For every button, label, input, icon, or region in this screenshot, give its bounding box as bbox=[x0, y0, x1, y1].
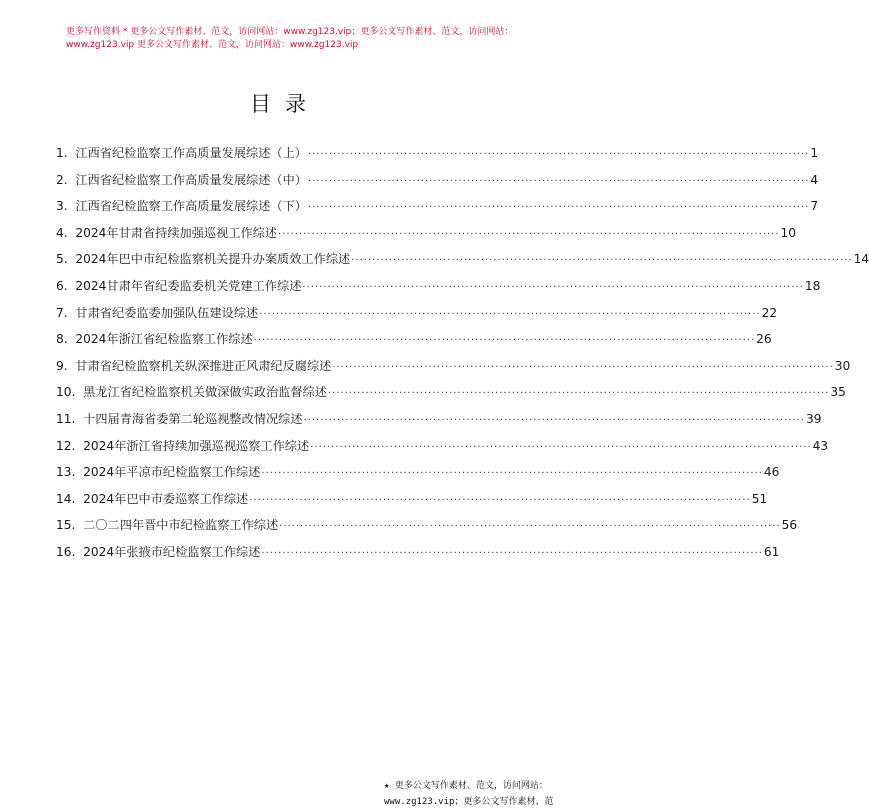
toc-entry-page-number: 30 bbox=[834, 358, 851, 373]
toc-entry-gap bbox=[75, 492, 83, 506]
toc-entry-number: 13. bbox=[56, 465, 76, 480]
toc-entry-gap bbox=[68, 306, 76, 320]
toc-entry-gap bbox=[68, 332, 76, 346]
footer-watermark bbox=[384, 778, 574, 810]
toc-entry-title: 十四届青海省委第二轮巡视整改情况综述 bbox=[83, 411, 303, 426]
toc-leader-dots: ························································································································ bbox=[249, 494, 751, 506]
toc-entry-number: 12. bbox=[56, 438, 76, 453]
toc-entry[interactable] bbox=[56, 197, 819, 224]
toc-entry-gap bbox=[75, 545, 83, 559]
toc-leader-dots: ························································································································ bbox=[327, 388, 830, 400]
toc-entry-number: 3. bbox=[56, 199, 68, 214]
toc-entry-gap bbox=[75, 518, 83, 532]
toc-entry-page-number: 51 bbox=[751, 491, 768, 506]
toc-entry-gap bbox=[68, 252, 76, 266]
toc-leader-dots: ························································································································ bbox=[261, 547, 763, 559]
toc-entry[interactable] bbox=[56, 463, 780, 490]
toc-entry-gap bbox=[75, 465, 83, 479]
toc-entry-number: 9. bbox=[56, 358, 68, 373]
toc-entry[interactable] bbox=[56, 357, 851, 384]
toc-entry-title: 黑龙江省纪检监察机关做深做实政治监督综述 bbox=[83, 385, 327, 400]
toc-entry-page-number: 1 bbox=[810, 146, 819, 160]
toc-entry-title: 二〇二四年晋中市纪检监察工作综述 bbox=[83, 518, 279, 533]
toc-entry-title: 2024年巴中市委巡察工作综述 bbox=[83, 491, 249, 506]
toc-entry-number: 5. bbox=[56, 252, 68, 267]
toc-entry-page-number: 22 bbox=[761, 305, 778, 320]
toc-leader-dots: ························································································································ bbox=[351, 255, 853, 267]
toc-entry-title: 江西省纪检监察工作高质量发展综述（下） bbox=[75, 199, 307, 214]
toc-leader-dots: ························································································································ bbox=[307, 175, 810, 187]
toc-entry-number: 7. bbox=[56, 305, 68, 320]
table-of-contents bbox=[56, 144, 869, 570]
toc-entry-page-number: 46 bbox=[763, 465, 780, 480]
toc-entry[interactable] bbox=[56, 516, 798, 543]
toc-entry-page-number: 43 bbox=[812, 438, 829, 453]
toc-entry-page-number: 61 bbox=[763, 544, 780, 559]
toc-entry-number: 15. bbox=[56, 518, 76, 533]
toc-entry-gap bbox=[68, 199, 76, 213]
toc-entry[interactable] bbox=[56, 224, 797, 251]
toc-entry-gap bbox=[75, 439, 83, 453]
header-watermark-line-1: 更多写作资料 * 更多公文写作素材、范文，访问网站：www.zg123.vip；更多公文写作素材、范文，访问网站： bbox=[66, 27, 514, 37]
toc-entry-number: 10. bbox=[56, 385, 76, 400]
toc-leader-dots: ························································································································ bbox=[259, 308, 761, 320]
toc-entry-title: 甘肃省纪委监委加强队伍建设综述 bbox=[75, 305, 259, 320]
toc-leader-dots: ························································································································ bbox=[307, 149, 810, 160]
toc-entry-title: 2024甘肃年省纪委监委机关党建工作综述 bbox=[75, 278, 302, 293]
header-watermark bbox=[66, 26, 536, 52]
toc-entry[interactable] bbox=[56, 490, 768, 517]
footer-watermark-line-1: ★ 更多公文写作素材、范文，访问网站： bbox=[384, 781, 548, 791]
toc-entry-gap bbox=[68, 173, 76, 187]
toc-entry-number: 8. bbox=[56, 332, 68, 347]
toc-entry-number: 6. bbox=[56, 278, 68, 293]
toc-entry-title: 2024年浙江省纪检监察工作综述 bbox=[75, 332, 253, 347]
toc-entry[interactable] bbox=[56, 304, 778, 331]
toc-entry-title: 甘肃省纪检监察机关纵深推进正风肃纪反腐综述 bbox=[75, 358, 332, 373]
toc-entry-title: 2024年浙江省持续加强巡视巡察工作综述 bbox=[83, 438, 310, 453]
toc-entry[interactable] bbox=[56, 330, 772, 357]
toc-entry[interactable] bbox=[56, 277, 821, 304]
toc-entry-page-number: 18 bbox=[804, 278, 821, 293]
toc-leader-dots: ························································································································ bbox=[332, 361, 834, 373]
toc-entry-number: 16. bbox=[56, 544, 76, 559]
page-title: 目录 bbox=[250, 92, 320, 116]
toc-entry-number: 2. bbox=[56, 172, 68, 187]
toc-entry-page-number: 26 bbox=[756, 332, 772, 347]
toc-entry[interactable] bbox=[56, 410, 822, 437]
toc-entry[interactable] bbox=[56, 250, 869, 277]
toc-leader-dots: ························································································································ bbox=[302, 281, 804, 293]
toc-entry-gap bbox=[75, 412, 83, 426]
toc-entry-title: 江西省纪检监察工作高质量发展综述（上） bbox=[75, 146, 307, 160]
toc-entry-title: 2024年张掖市纪检监察工作综述 bbox=[83, 544, 261, 559]
toc-leader-dots: ························································································································ bbox=[278, 228, 780, 240]
toc-entry-title: 江西省纪检监察工作高质量发展综述（中） bbox=[75, 172, 307, 187]
toc-entry-title: 2024年平凉市纪检监察工作综述 bbox=[83, 465, 261, 480]
toc-entry-number: 11. bbox=[56, 411, 76, 426]
header-watermark-line-2: www.zg123.vip 更多公文写作素材、范文，访问网站：www.zg123.vip bbox=[66, 40, 359, 50]
toc-leader-dots: ························································································································ bbox=[310, 441, 812, 453]
toc-leader-dots: ························································································································ bbox=[303, 414, 805, 426]
toc-entry-page-number: 7 bbox=[810, 199, 819, 214]
toc-leader-dots: ························································································································ bbox=[307, 202, 810, 214]
toc-entry-gap bbox=[68, 146, 76, 160]
toc-entry-page-number: 14 bbox=[853, 252, 869, 267]
toc-entry-page-number: 4 bbox=[810, 172, 819, 187]
toc-entry[interactable] bbox=[56, 144, 819, 171]
toc-entry-page-number: 10 bbox=[780, 225, 797, 240]
toc-entry-gap bbox=[68, 359, 76, 373]
toc-entry[interactable] bbox=[56, 437, 829, 464]
toc-leader-dots: ························································································································ bbox=[261, 468, 763, 480]
toc-entry[interactable] bbox=[56, 171, 819, 198]
toc-entry-page-number: 35 bbox=[830, 385, 846, 400]
footer-watermark-line-2: www.zg123.vip；更多公文写作素材、范 bbox=[384, 797, 554, 807]
toc-leader-dots: ························································································································ bbox=[253, 335, 756, 347]
toc-entry-gap bbox=[68, 226, 76, 240]
toc-entry-page-number: 56 bbox=[781, 518, 798, 533]
toc-entry-gap bbox=[68, 279, 76, 293]
toc-leader-dots: ························································································································ bbox=[279, 521, 781, 533]
toc-entry-title: 2024年巴中市纪检监察机关提升办案质效工作综述 bbox=[75, 252, 351, 267]
toc-entry[interactable] bbox=[56, 543, 780, 570]
toc-entry-gap bbox=[75, 385, 83, 399]
toc-entry-page-number: 39 bbox=[805, 411, 822, 426]
toc-entry-title: 2024年甘肃省持续加强巡视工作综述 bbox=[75, 225, 278, 240]
toc-entry-number: 14. bbox=[56, 491, 76, 506]
toc-entry-number: 4. bbox=[56, 225, 68, 240]
toc-entry-number: 1. bbox=[56, 146, 68, 160]
toc-entry[interactable] bbox=[56, 383, 846, 410]
